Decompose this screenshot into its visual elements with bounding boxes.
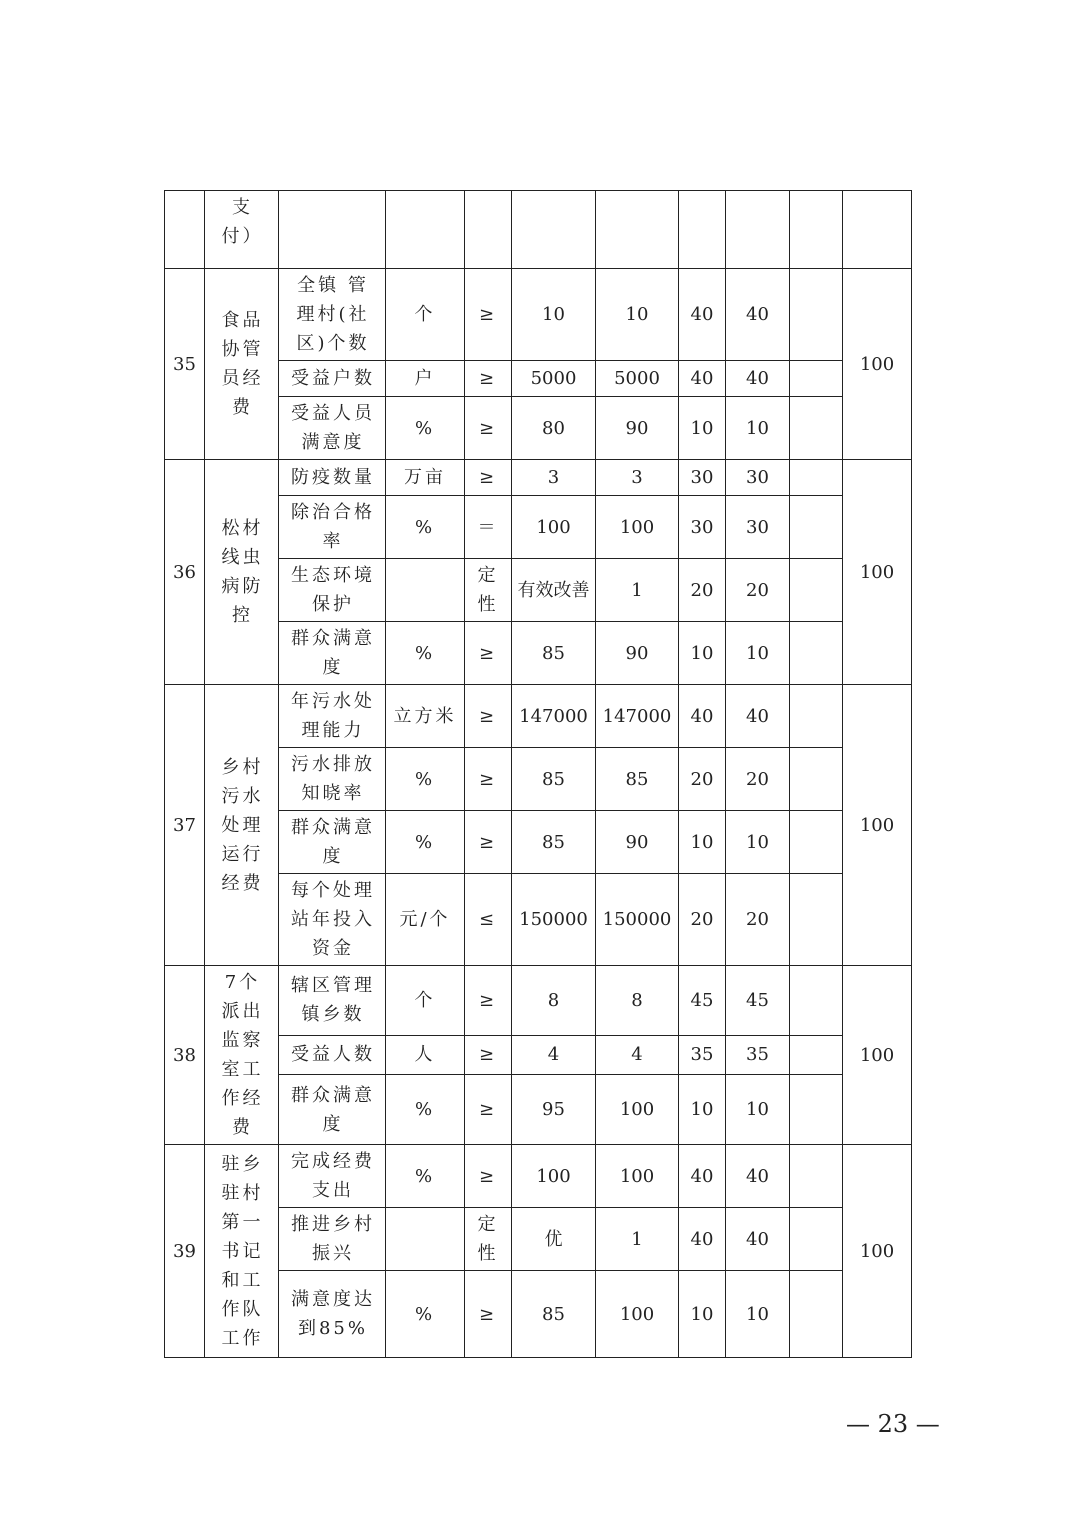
cell-target: 150000 <box>512 874 596 966</box>
cell-target: 95 <box>512 1075 596 1145</box>
cell-unit: % <box>386 748 465 811</box>
cell-operator: ≥ <box>465 361 512 397</box>
cell-actual: 147000 <box>596 685 679 748</box>
cell-operator: ≥ <box>465 811 512 874</box>
cell-blank <box>790 748 843 811</box>
cell-unit: % <box>386 1271 465 1358</box>
cell-actual: 85 <box>596 748 679 811</box>
cell-score: 40 <box>726 269 790 361</box>
cell-blank <box>790 1075 843 1145</box>
cell-indicator: 受益人数 <box>279 1035 386 1075</box>
cell-weight: 10 <box>679 1271 726 1358</box>
cell-actual: 1 <box>596 1208 679 1271</box>
cell-operator: ≥ <box>465 966 512 1036</box>
cell-actual: 100 <box>596 1145 679 1208</box>
cell-actual: 100 <box>596 496 679 559</box>
cell-unit: 户 <box>386 361 465 397</box>
cell-project-name: 乡村污水处理运行经费 <box>205 685 279 966</box>
cell-target: 优 <box>512 1208 596 1271</box>
cell-indicator: 辖区管理镇乡数 <box>279 966 386 1036</box>
cell-unit: 万亩 <box>386 460 465 496</box>
cell-actual: 100 <box>596 1271 679 1358</box>
cell-no: 38 <box>165 966 205 1145</box>
cell-project-name: 松材线虫病防控 <box>205 460 279 685</box>
cell-indicator: 群众满意度 <box>279 1075 386 1145</box>
cell-weight: 40 <box>679 1208 726 1271</box>
cell-operator: 定性 <box>465 559 512 622</box>
cell-target: 80 <box>512 397 596 460</box>
cell-unit <box>386 191 465 269</box>
table-body <box>165 191 912 1358</box>
cell-project-name: 驻乡驻村第一书记和工作队工作 <box>205 1145 279 1358</box>
cell-actual: 4 <box>596 1035 679 1075</box>
cell-unit <box>386 1208 465 1271</box>
cell-unit: % <box>386 1145 465 1208</box>
cell-operator: ≥ <box>465 685 512 748</box>
cell-weight: 10 <box>679 1075 726 1145</box>
cell-unit: 人 <box>386 1035 465 1075</box>
cell-blank <box>790 496 843 559</box>
cell-actual: 100 <box>596 1075 679 1145</box>
cell-target: 147000 <box>512 685 596 748</box>
cell-project-name: 7个派出监察室工作经费 <box>205 966 279 1145</box>
cell-unit: % <box>386 1075 465 1145</box>
performance-table <box>164 190 912 1358</box>
cell-target: 10 <box>512 269 596 361</box>
cell-blank <box>790 559 843 622</box>
cell-operator: ≥ <box>465 1145 512 1208</box>
cell-unit: 个 <box>386 269 465 361</box>
cell-weight <box>679 191 726 269</box>
cell-target <box>512 191 596 269</box>
cell-blank <box>790 460 843 496</box>
cell-actual <box>596 191 679 269</box>
cell-operator: ≥ <box>465 269 512 361</box>
cell-actual: 1 <box>596 559 679 622</box>
cell-operator: ＝ <box>465 496 512 559</box>
cell-score: 30 <box>726 460 790 496</box>
cell-weight: 40 <box>679 269 726 361</box>
cell-weight: 30 <box>679 496 726 559</box>
cell-actual: 3 <box>596 460 679 496</box>
cell-actual: 90 <box>596 811 679 874</box>
cell-indicator: 生态环境保护 <box>279 559 386 622</box>
cell-blank <box>790 874 843 966</box>
cell-target: 4 <box>512 1035 596 1075</box>
cell-no: 39 <box>165 1145 205 1358</box>
cell-unit: 个 <box>386 966 465 1036</box>
cell-actual: 8 <box>596 966 679 1036</box>
cell-unit: % <box>386 397 465 460</box>
cell-score: 10 <box>726 397 790 460</box>
continuation-row <box>165 191 912 269</box>
cell-unit <box>386 559 465 622</box>
cell-weight: 10 <box>679 811 726 874</box>
cell-no: 37 <box>165 685 205 966</box>
cell-unit: % <box>386 811 465 874</box>
cell-weight: 30 <box>679 460 726 496</box>
cell-indicator: 完成经费支出 <box>279 1145 386 1208</box>
cell-score <box>726 191 790 269</box>
cell-weight: 45 <box>679 966 726 1036</box>
cell-blank <box>790 622 843 685</box>
cell-weight: 35 <box>679 1035 726 1075</box>
table-row <box>165 685 912 748</box>
cell-weight: 20 <box>679 874 726 966</box>
cell-indicator: 满意度达到85% <box>279 1271 386 1358</box>
cell-total: 100 <box>843 1145 912 1358</box>
cell-score: 40 <box>726 685 790 748</box>
cell-target: 100 <box>512 496 596 559</box>
cell-operator <box>465 191 512 269</box>
cell-no <box>165 191 205 269</box>
cell-score: 40 <box>726 361 790 397</box>
cell-weight: 10 <box>679 622 726 685</box>
cell-score: 30 <box>726 496 790 559</box>
cell-operator: ≥ <box>465 1075 512 1145</box>
cell-blank <box>790 397 843 460</box>
cell-score: 40 <box>726 1145 790 1208</box>
cell-indicator: 污水排放知晓率 <box>279 748 386 811</box>
cell-blank <box>790 1271 843 1358</box>
cell-score: 45 <box>726 966 790 1036</box>
cell-score: 10 <box>726 1075 790 1145</box>
cell-blank <box>790 269 843 361</box>
table-row <box>165 966 912 1036</box>
cell-indicator: 群众满意度 <box>279 622 386 685</box>
cell-weight: 40 <box>679 685 726 748</box>
cell-blank <box>790 811 843 874</box>
cell-indicator: 全镇 管理村(社区)个数 <box>279 269 386 361</box>
cell-weight: 40 <box>679 1145 726 1208</box>
cell-operator: ≥ <box>465 748 512 811</box>
table-row <box>165 269 912 361</box>
cell-indicator: 受益人员满意度 <box>279 397 386 460</box>
cell-unit: 立方米 <box>386 685 465 748</box>
cell-indicator: 年污水处理能力 <box>279 685 386 748</box>
cell-score: 10 <box>726 811 790 874</box>
cell-score: 20 <box>726 559 790 622</box>
cell-project-name: 食品协管员经费 <box>205 269 279 460</box>
cell-weight: 20 <box>679 559 726 622</box>
cell-operator: ≥ <box>465 1035 512 1075</box>
cell-target: 85 <box>512 811 596 874</box>
cell-total: 100 <box>843 269 912 460</box>
cell-blank <box>790 191 843 269</box>
cell-target: 5000 <box>512 361 596 397</box>
table-row <box>165 1145 912 1208</box>
cell-actual: 5000 <box>596 361 679 397</box>
cell-target: 100 <box>512 1145 596 1208</box>
cell-blank <box>790 1145 843 1208</box>
cell-weight: 20 <box>679 748 726 811</box>
cell-operator: ≤ <box>465 874 512 966</box>
cell-unit: % <box>386 496 465 559</box>
cell-indicator: 受益户数 <box>279 361 386 397</box>
cell-score: 40 <box>726 1208 790 1271</box>
cell-no: 35 <box>165 269 205 460</box>
cell-blank <box>790 1035 843 1075</box>
cell-actual: 90 <box>596 397 679 460</box>
cell-indicator: 推进乡村振兴 <box>279 1208 386 1271</box>
cell-target: 3 <box>512 460 596 496</box>
cell-operator: ≥ <box>465 460 512 496</box>
cell-weight: 40 <box>679 361 726 397</box>
cell-target: 85 <box>512 748 596 811</box>
cell-operator: ≥ <box>465 397 512 460</box>
cell-indicator: 除治合格率 <box>279 496 386 559</box>
cell-total: 100 <box>843 460 912 685</box>
page-number: — 23 — <box>846 1410 940 1438</box>
cell-actual: 10 <box>596 269 679 361</box>
cell-target: 有效改善 <box>512 559 596 622</box>
cell-total <box>843 191 912 269</box>
cell-indicator: 每个处理站年投入资金 <box>279 874 386 966</box>
cell-target: 8 <box>512 966 596 1036</box>
cell-score: 20 <box>726 748 790 811</box>
cell-unit: 元/个 <box>386 874 465 966</box>
cell-blank <box>790 685 843 748</box>
cell-actual: 150000 <box>596 874 679 966</box>
cell-weight: 10 <box>679 397 726 460</box>
cell-indicator <box>279 191 386 269</box>
cell-blank <box>790 966 843 1036</box>
cell-score: 10 <box>726 1271 790 1358</box>
cell-indicator: 群众满意度 <box>279 811 386 874</box>
cell-total: 100 <box>843 966 912 1145</box>
cell-score: 10 <box>726 622 790 685</box>
cell-operator: ≥ <box>465 622 512 685</box>
cell-actual: 90 <box>596 622 679 685</box>
cell-target: 85 <box>512 622 596 685</box>
cell-blank <box>790 1208 843 1271</box>
cell-score: 20 <box>726 874 790 966</box>
cell-operator: ≥ <box>465 1271 512 1358</box>
cell-indicator: 防疫数量 <box>279 460 386 496</box>
table-row <box>165 460 912 496</box>
cell-blank <box>790 361 843 397</box>
cell-total: 100 <box>843 685 912 966</box>
cell-target: 85 <box>512 1271 596 1358</box>
cell-score: 35 <box>726 1035 790 1075</box>
cell-project-name: 支付） <box>205 191 279 269</box>
cell-no: 36 <box>165 460 205 685</box>
cell-operator: 定性 <box>465 1208 512 1271</box>
cell-unit: % <box>386 622 465 685</box>
